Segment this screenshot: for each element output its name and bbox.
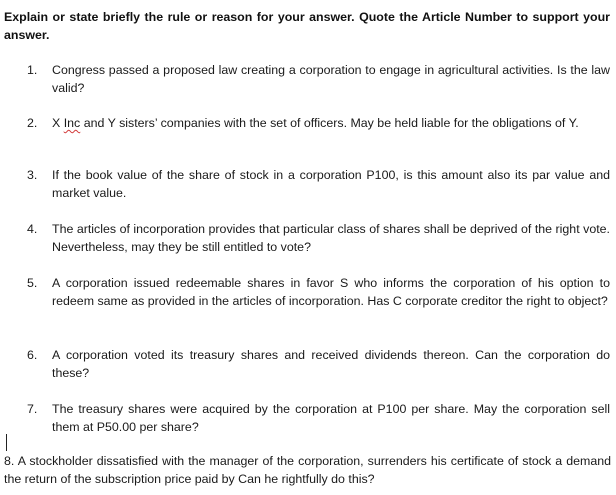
question-text: A corporation voted its treasury shares and received dividends thereon. Can the corporation do these? [52,348,610,380]
instructions-heading: Explain or state briefly the rule or reason for your answer. Quote the Article Number to support your answer. [4,10,610,42]
question-number: 2. [27,116,38,130]
text-cursor [6,434,7,451]
question-item-7 [27,400,610,436]
question-text: The treasury shares were acquired by the corporation at P100 per share. May the corporation sell them at P50.00 per share? [52,402,610,434]
question-number: 5. [27,276,38,290]
question-item-1 [27,61,610,97]
question-text [52,114,610,132]
spellcheck-flagged-word[interactable]: Inc [63,116,81,130]
question-text: The articles of incorporation provides that particular class of shares shall be deprived of the right vote. Nevertheless, may they be still entitled to vote? [52,222,610,254]
question-item-8: 8. A stockholder dissatisfied with the manager of the corporation, surrenders his certificate of stock a demand the return of the subscription price paid by Can he rightfully do this? [4,454,611,486]
question-text-part: X [52,116,64,130]
question-number: 3. [27,168,38,182]
question-text-part: and Y sisters’ companies with the set of officers. May be held liable for the obligations of Y. [80,116,579,130]
question-text: A corporation issued redeemable shares in favor S who informs the corporation of his option to redeem same as provided in the articles of incorporation. Has C corporate creditor the right to object? [52,276,610,308]
question-number: 4. [27,222,38,236]
question-item-4 [27,220,610,256]
question-item-5 [27,274,610,310]
question-item-2 [27,114,610,132]
question-number: 6. [27,348,38,362]
question-item-3 [27,166,610,202]
question-number: 7. [27,402,38,416]
question-text: Congress passed a proposed law creating a corporation to engage in agricultural activities. Is the law valid? [52,63,610,95]
question-text: If the book value of the share of stock in a corporation P100, is this amount also its par value and market value. [52,168,610,200]
question-number: 1. [27,63,38,77]
question-item-6 [27,346,610,382]
